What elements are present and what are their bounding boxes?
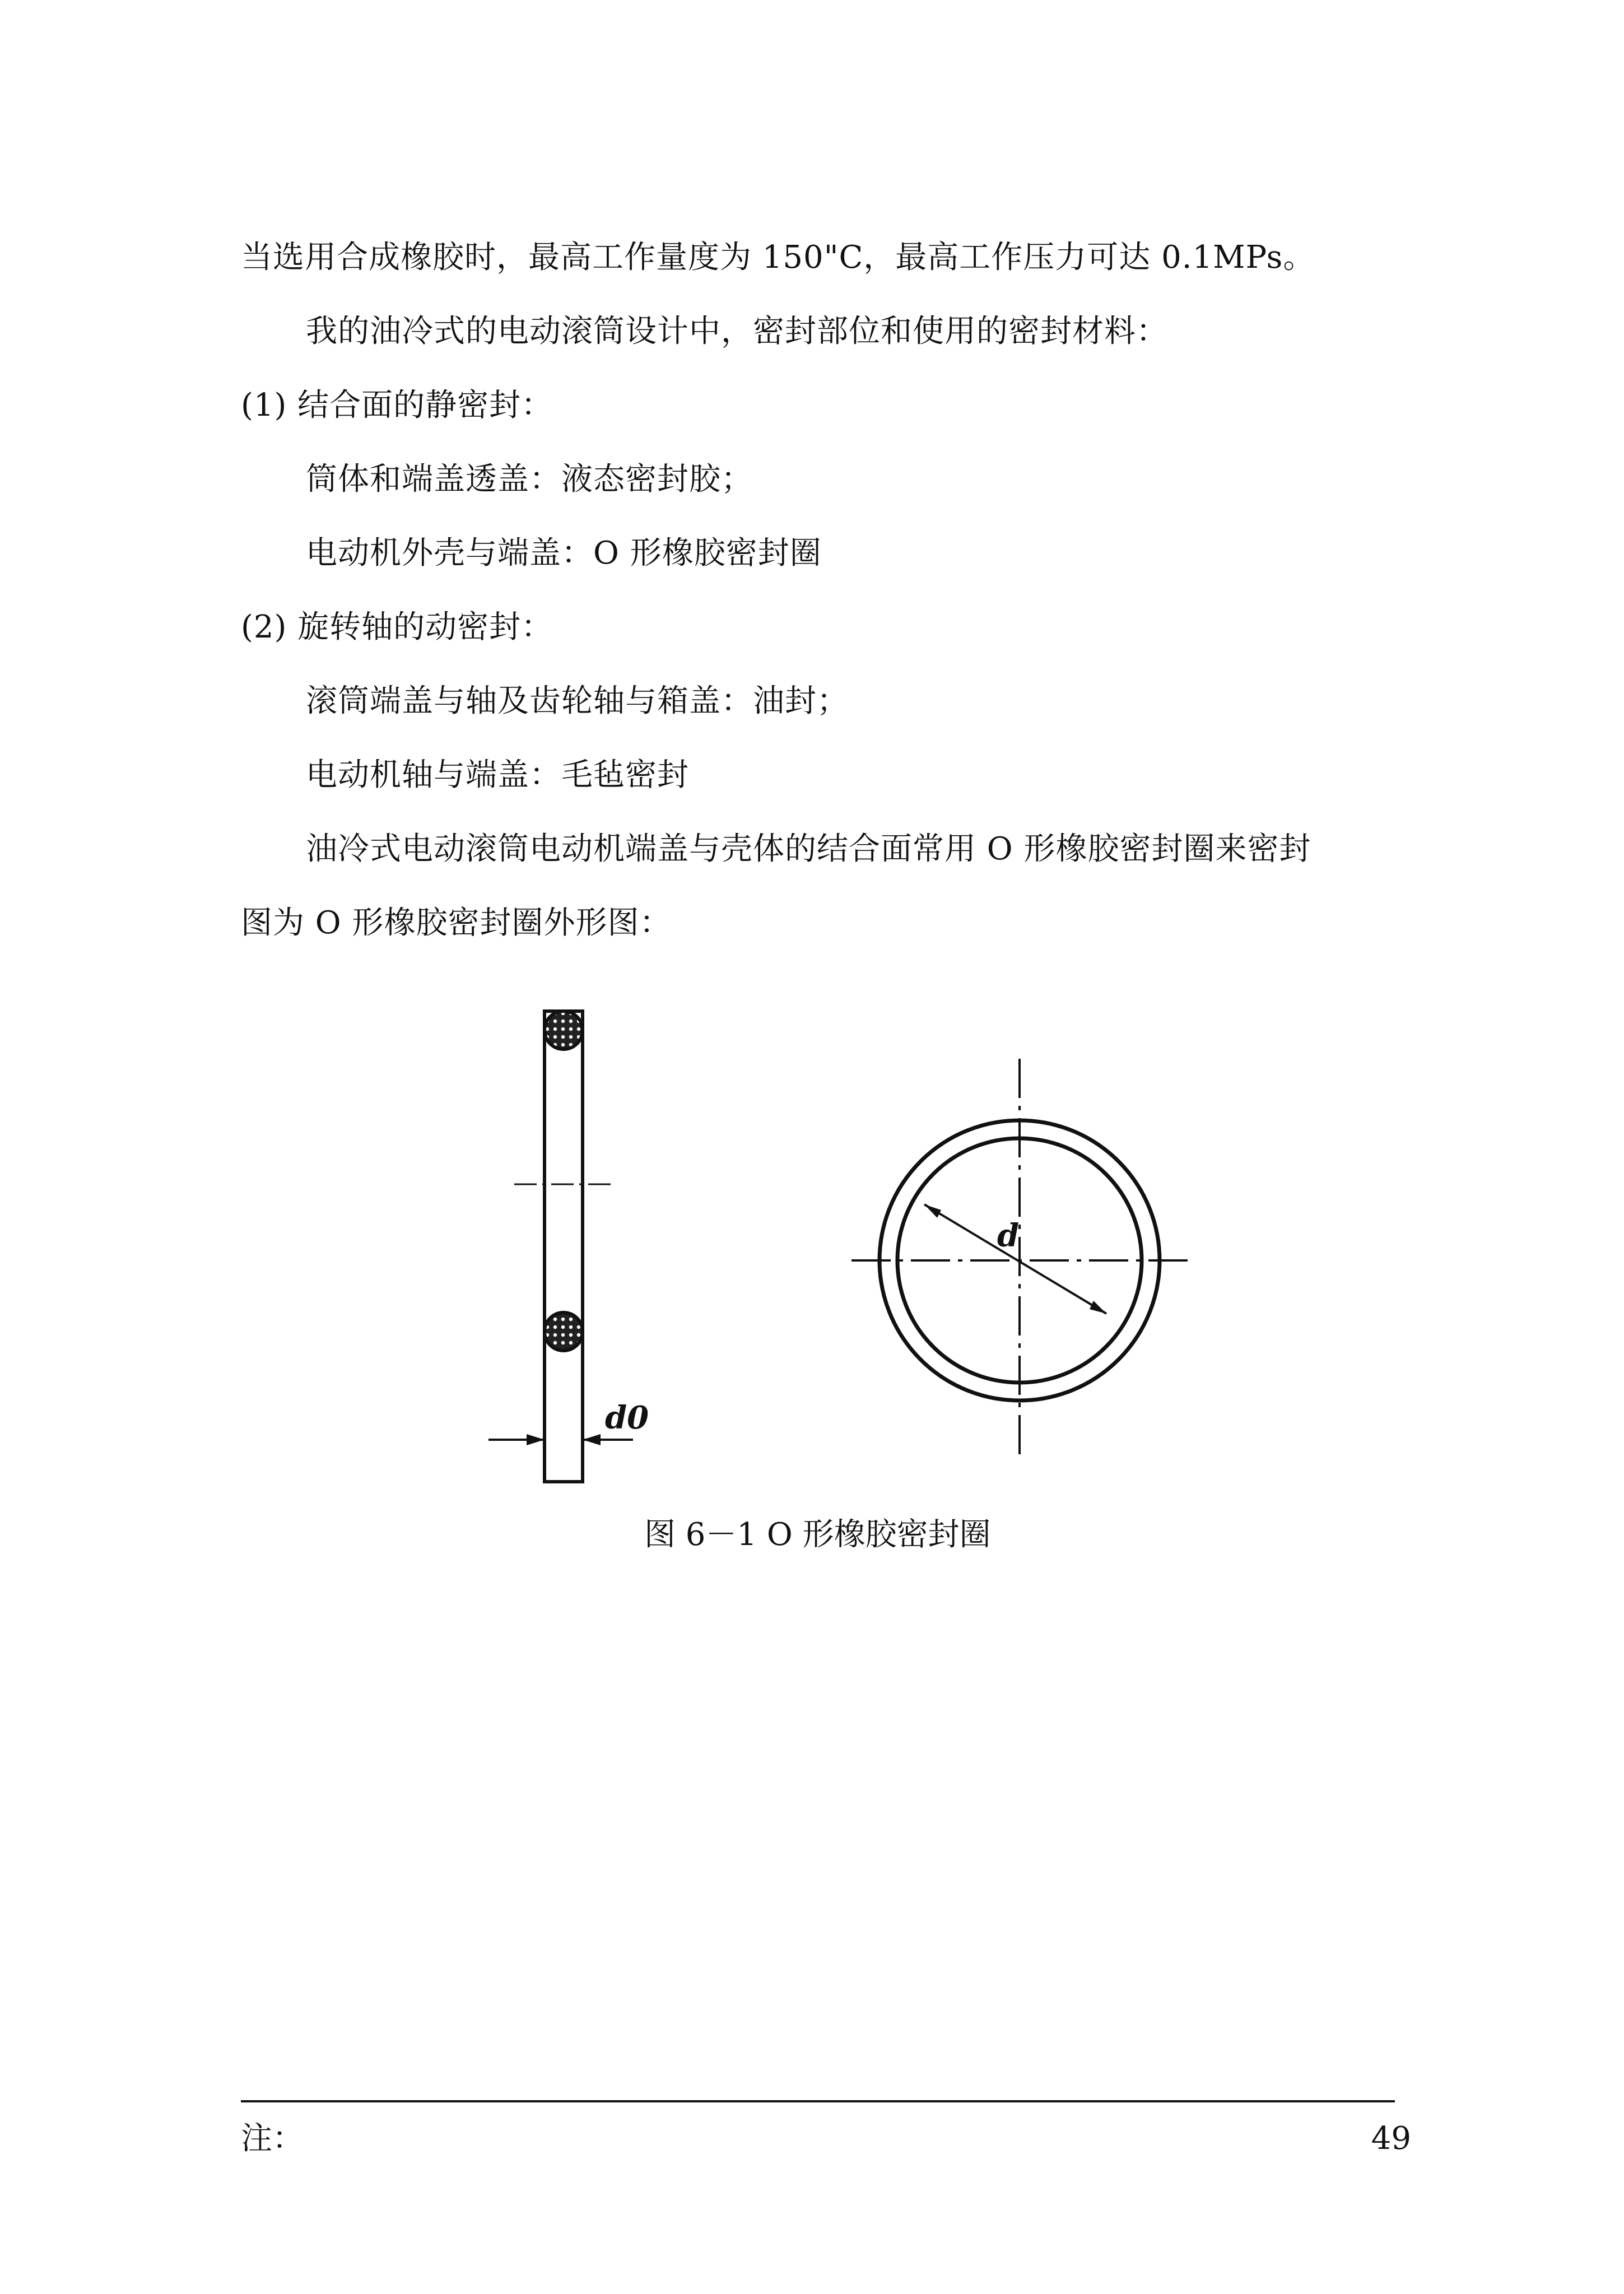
ring-side-outline [545,1011,583,1482]
list-item-2: (2) 旋转轴的动密封： [241,609,553,645]
d0-right-arrowhead [583,1434,601,1445]
d0-label: d0 [605,1399,649,1436]
figure-caption: 图 6－1 O 形橡胶密封圈 [644,1516,991,1553]
side-view [488,1011,649,1482]
sub-item-4: 电动机轴与端盖：毛毡密封 [306,757,689,793]
o-ring-drawing [465,986,1227,1490]
sub-item-2: 电动机外壳与端盖：O 形橡胶密封圈 [306,535,822,571]
d-arrowhead-lower [1090,1301,1106,1314]
d-arrowhead-upper [924,1204,941,1218]
o-ring-figure [465,986,1227,1490]
paragraph-4: 图为 O 形橡胶密封圈外形图： [241,905,672,941]
sub-item-1: 筒体和端盖透盖：液态密封胶； [306,461,753,497]
paragraph-1: 当选用合成橡胶时，最高工作量度为 150"C，最高工作压力可达 0.1MPs。 [241,239,1315,276]
paragraph-3: 油冷式电动滚筒电动机端盖与壳体的结合面常用 O 形橡胶密封圈来密封 [306,831,1311,867]
front-view [851,1059,1190,1462]
page-number: 49 [1371,2120,1411,2157]
paragraph-2: 我的油冷式的电动滚筒设计中，密封部位和使用的密封材料： [306,313,1168,350]
bottom-section-circle [545,1313,583,1351]
sub-item-3: 滚筒端盖与轴及齿轮轴与箱盖：油封； [306,683,849,719]
list-item-1: (1) 结合面的静密封： [241,387,553,424]
d0-left-arrowhead [527,1434,545,1445]
d-label: d [997,1217,1020,1254]
footer-divider [241,2100,1395,2102]
top-section-circle [545,1011,583,1049]
footer-note-label: 注： [241,2120,304,2157]
